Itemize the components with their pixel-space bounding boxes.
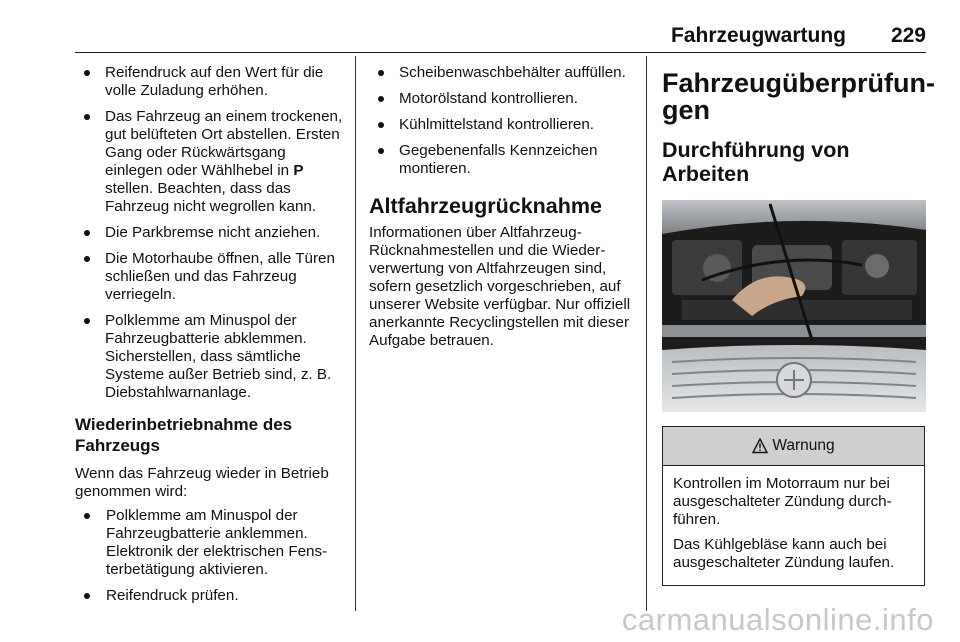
warning-paragraph: Das Kühlgebläse kann auch bei ausgeschalteter Zündung laufen. bbox=[673, 536, 895, 571]
recycling-paragraph: Informationen über AltfahrzeugRücknahmestellen und die Wiederverwertung von Altfahrzeugen sind, sofern gesetzlich vorgeschrieben, auf unserer Website verfügbar. Nur offiziell anerkannte Recyclingstellen mit dieser Aufgabe betrauen. bbox=[369, 224, 631, 349]
section-title: Fahrzeugwartung bbox=[670, 24, 846, 47]
list-item: Reifendruck prüfen. bbox=[75, 587, 345, 605]
list-item: Kühlmittelstand kontrollieren. bbox=[369, 116, 639, 134]
chapter-heading: Fahrzeugüberprüfungen bbox=[662, 68, 935, 125]
warning-body bbox=[663, 466, 924, 585]
column-1 bbox=[75, 64, 345, 613]
recommission-steps-list bbox=[75, 507, 345, 605]
page-number: 229 bbox=[890, 24, 926, 47]
column-divider bbox=[355, 56, 356, 611]
intro-paragraph: Wenn das Fahrzeug wieder in Betrieb genommen wird: bbox=[75, 465, 329, 500]
list-item: Die Motorhaube öffnen, alle Türen schließen und das Fahrzeug verriegeln. bbox=[75, 250, 345, 304]
list-item: Scheibenwaschbehälter auffüllen. bbox=[369, 64, 639, 82]
warning-header bbox=[663, 427, 924, 466]
warning-title: Warnung bbox=[772, 437, 835, 454]
list-item: Motorölstand kontrollieren. bbox=[369, 90, 639, 108]
list-item: Polklemme am Minuspol der Fahrzeugbatterie abklemmen. Sicherstellen, dass sämtliche Systeme außer Betrieb sind, z. B. Diebstahlwarnanlage. bbox=[75, 312, 345, 402]
warning-triangle-icon bbox=[752, 438, 768, 454]
column-divider bbox=[646, 56, 647, 611]
engine-bay-photo bbox=[662, 200, 926, 412]
section-heading: Wiederinbetriebnahme des Fahrzeugs bbox=[75, 415, 293, 455]
storage-steps-list bbox=[75, 64, 345, 402]
watermark: carmanualsonline.info bbox=[621, 602, 934, 637]
column-2 bbox=[369, 64, 639, 356]
list-item-text: Das Fahrzeug an einem trockenen, gut belüfteten Ort abstellen. Ersten Gang oder Rückwärtsgang einlegen oder Wählhebel in bbox=[105, 108, 343, 179]
gear-position-p: P bbox=[293, 162, 304, 179]
page-header bbox=[75, 0, 926, 53]
subheading: Durchführung von Arbeiten bbox=[662, 138, 850, 186]
engine-bay-illustration bbox=[662, 200, 926, 412]
list-item: Die Parkbremse nicht anziehen. bbox=[75, 224, 345, 242]
list-item-text: stellen. Beachten, dass das Fahrzeug nicht wegrollen kann. bbox=[105, 180, 317, 215]
section-heading: Altfahrzeugrücknahme bbox=[369, 194, 602, 218]
list-item bbox=[75, 108, 345, 216]
warning-box bbox=[662, 426, 925, 586]
warning-paragraph: Kontrollen im Motorraum nur bei ausgeschalteter Zündung durchführen. bbox=[673, 475, 892, 528]
list-item: Polklemme am Minuspol der Fahrzeugbatterie anklemmen. Elektronik der elektrischen Fensterbetätigung aktivieren. bbox=[75, 507, 345, 579]
list-item: Gegebenenfalls Kennzeichen montieren. bbox=[369, 142, 639, 178]
checks-list bbox=[369, 64, 639, 178]
list-item: Reifendruck auf den Wert für die volle Zuladung erhöhen. bbox=[75, 64, 345, 100]
column-3 bbox=[662, 68, 935, 586]
